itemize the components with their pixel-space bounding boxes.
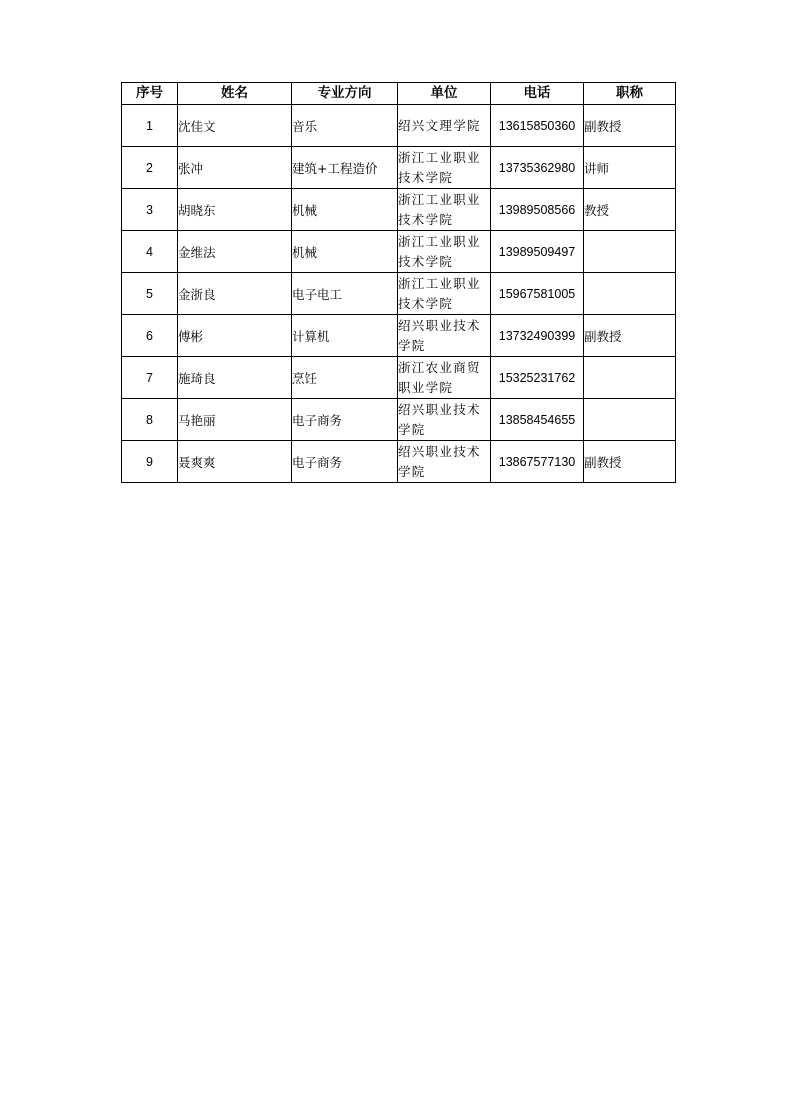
- cell-phone: 13735362980: [491, 147, 584, 189]
- cell-org: 浙江工业职业技术学院: [398, 147, 491, 189]
- cell-org: 绍兴文理学院: [398, 105, 491, 147]
- header-org: 单位: [398, 83, 491, 105]
- cell-index: 5: [122, 273, 178, 315]
- table-row: [122, 231, 676, 273]
- cell-name: 施琦良: [178, 357, 292, 399]
- cell-name: 傅彬: [178, 315, 292, 357]
- cell-org: 浙江工业职业技术学院: [398, 189, 491, 231]
- cell-major: 计算机: [292, 315, 398, 357]
- expert-roster-table: [121, 82, 676, 483]
- table-row: [122, 441, 676, 483]
- cell-major: 音乐: [292, 105, 398, 147]
- cell-index: 2: [122, 147, 178, 189]
- header-title: 职称: [584, 83, 676, 105]
- cell-title: 副教授: [584, 315, 676, 357]
- header-major: 专业方向: [292, 83, 398, 105]
- table-row: [122, 273, 676, 315]
- cell-title: [584, 399, 676, 441]
- table-row: [122, 357, 676, 399]
- cell-name: 沈佳文: [178, 105, 292, 147]
- table-header-row: [122, 83, 676, 105]
- cell-major: 烹饪: [292, 357, 398, 399]
- cell-name: 金浙良: [178, 273, 292, 315]
- cell-title: 教授: [584, 189, 676, 231]
- cell-phone: 15325231762: [491, 357, 584, 399]
- cell-phone: 13615850360: [491, 105, 584, 147]
- cell-major: 机械: [292, 231, 398, 273]
- header-index: 序号: [122, 83, 178, 105]
- cell-index: 9: [122, 441, 178, 483]
- cell-name: 胡晓东: [178, 189, 292, 231]
- cell-index: 6: [122, 315, 178, 357]
- cell-title: 副教授: [584, 441, 676, 483]
- cell-title: 讲师: [584, 147, 676, 189]
- cell-name: 金维法: [178, 231, 292, 273]
- cell-index: 8: [122, 399, 178, 441]
- cell-phone: 13989508566: [491, 189, 584, 231]
- cell-name: 聂爽爽: [178, 441, 292, 483]
- cell-major: 建筑+工程造价: [292, 147, 398, 189]
- cell-phone: 13989509497: [491, 231, 584, 273]
- table-row: [122, 105, 676, 147]
- header-name: 姓名: [178, 83, 292, 105]
- table-row: [122, 399, 676, 441]
- cell-name: 马艳丽: [178, 399, 292, 441]
- cell-org: 绍兴职业技术学院: [398, 441, 491, 483]
- cell-org: 浙江工业职业技术学院: [398, 273, 491, 315]
- cell-phone: 13732490399: [491, 315, 584, 357]
- cell-org: 浙江工业职业技术学院: [398, 231, 491, 273]
- cell-title: 副教授: [584, 105, 676, 147]
- cell-org: 绍兴职业技术学院: [398, 399, 491, 441]
- cell-index: 3: [122, 189, 178, 231]
- cell-org: 绍兴职业技术学院: [398, 315, 491, 357]
- table-row: [122, 189, 676, 231]
- cell-index: 1: [122, 105, 178, 147]
- cell-title: [584, 231, 676, 273]
- table-row: [122, 315, 676, 357]
- cell-name: 张冲: [178, 147, 292, 189]
- cell-index: 4: [122, 231, 178, 273]
- cell-org: 浙江农业商贸职业学院: [398, 357, 491, 399]
- cell-major: 机械: [292, 189, 398, 231]
- header-phone: 电话: [491, 83, 584, 105]
- cell-major: 电子商务: [292, 441, 398, 483]
- cell-phone: 13867577130: [491, 441, 584, 483]
- cell-index: 7: [122, 357, 178, 399]
- cell-title: [584, 357, 676, 399]
- cell-major: 电子商务: [292, 399, 398, 441]
- cell-major: 电子电工: [292, 273, 398, 315]
- cell-title: [584, 273, 676, 315]
- cell-phone: 15967581005: [491, 273, 584, 315]
- table-row: [122, 147, 676, 189]
- cell-phone: 13858454655: [491, 399, 584, 441]
